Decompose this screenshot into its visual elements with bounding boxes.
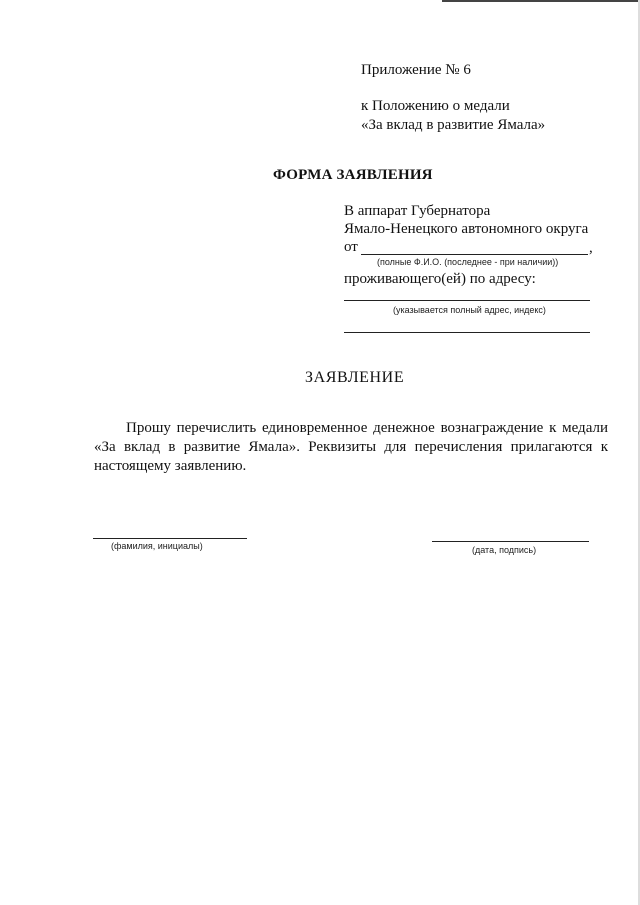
fio-line-end-comma: , (589, 240, 593, 256)
fio-caption: (полные Ф.И.О. (последнее - при наличии)) (377, 257, 559, 267)
address-caption: (указывается полный адрес, индекс) (393, 305, 546, 315)
statement-body (94, 419, 608, 476)
fio-fill-line[interactable] (361, 254, 588, 255)
address-fill-line-1[interactable] (344, 300, 590, 301)
name-caption: (фамилия, инициалы) (111, 541, 203, 551)
addressee-line2: Ямало-Ненецкого автономного округа (344, 221, 589, 237)
appendix-number: Приложение № 6 (361, 62, 471, 78)
statement-line-3: настоящему заявлению. (94, 458, 247, 474)
residing-label: проживающего(ей) по адресу: (344, 271, 536, 287)
address-fill-line-2[interactable] (344, 332, 590, 333)
appendix-ref-line2: «За вклад в развитие Ямала» (361, 117, 546, 133)
from-label: от (344, 239, 358, 255)
scan-artifact-line (442, 0, 640, 2)
date-caption: (дата, подпись) (472, 545, 537, 555)
form-title: ФОРМА ЗАЯВЛЕНИЯ (273, 167, 433, 183)
name-signature-line[interactable] (93, 538, 247, 539)
date-signature-line[interactable] (432, 541, 589, 542)
statement-line-2: «За вклад в развитие Ямала». Реквизиты для перечисления прилагаются к (94, 439, 608, 455)
statement-line-1: Прошу перечислить единовременное денежное вознаграждение к медали (126, 420, 608, 436)
addressee-line1: В аппарат Губернатора (344, 203, 491, 219)
statement-title: ЗАЯВЛЕНИЕ (305, 369, 405, 386)
appendix-ref-line1: к Положению о медали (361, 98, 510, 114)
